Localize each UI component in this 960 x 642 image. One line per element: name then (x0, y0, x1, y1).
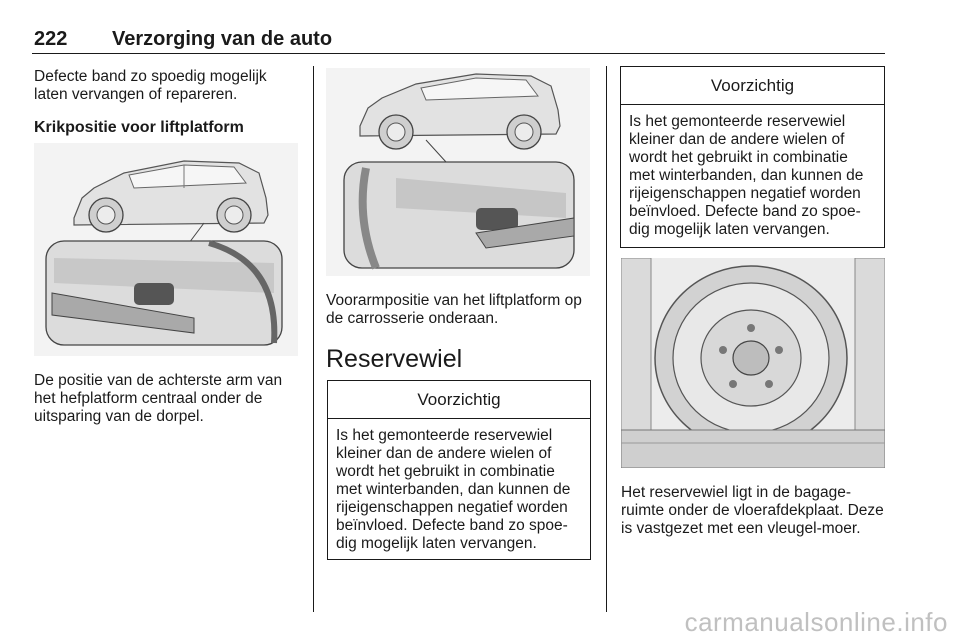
spare-wheel-section-title: Reservewiel (326, 345, 463, 373)
column-divider-right (606, 66, 607, 612)
chapter-title: Verzorging van de auto (112, 28, 333, 50)
spare-wheel-caption: Het reservewiel ligt in de bagage-ruimte onder de vloerafdekplaat. Deze is vastgezet met een vleugel-moer. (621, 484, 884, 537)
caution-box-col3 (620, 66, 885, 248)
column-divider-left (313, 66, 314, 612)
watermark: carmanualsonline.info (684, 607, 948, 637)
caution-box-col2 (327, 380, 591, 560)
rear-lift-arm-illustration (34, 143, 298, 356)
caution-text: Is het gemonteerde reservewiel kleiner dan de andere wielen of wordt het gebruikt in combinatie met winterbanden, dan kunnen de rijeigenschappen negatief worden beïnvloed. Defecte band zo spoe-dig mogelijk laten vervangen. (629, 113, 864, 238)
page-number: 222 (34, 28, 68, 50)
front-lift-arm-illustration (326, 68, 590, 276)
caution-heading: Voorzichtig (621, 67, 884, 105)
caution-heading: Voorzichtig (328, 381, 590, 419)
rear-arm-caption: De positie van de achterste arm van het hefplatform centraal onder de uitsparing van de dorpel. (34, 372, 283, 425)
intro-text: Defecte band zo spoedig mogelijk laten vervangen of repareren. (34, 68, 267, 103)
caution-text: Is het gemonteerde reservewiel kleiner dan de andere wielen of wordt het gebruikt in combinatie met winterbanden, dan kunnen de rijeigenschappen negatief worden beïnvloed. Defecte band zo spoe-dig mogelijk laten vervangen. (336, 427, 571, 552)
lift-position-heading: Krikpositie voor liftplatform (34, 119, 244, 136)
front-arm-caption: Voorarmpositie van het liftplatform op de carrosserie onderaan. (326, 292, 582, 327)
spare-wheel-illustration (621, 258, 885, 468)
page-header (32, 27, 885, 54)
